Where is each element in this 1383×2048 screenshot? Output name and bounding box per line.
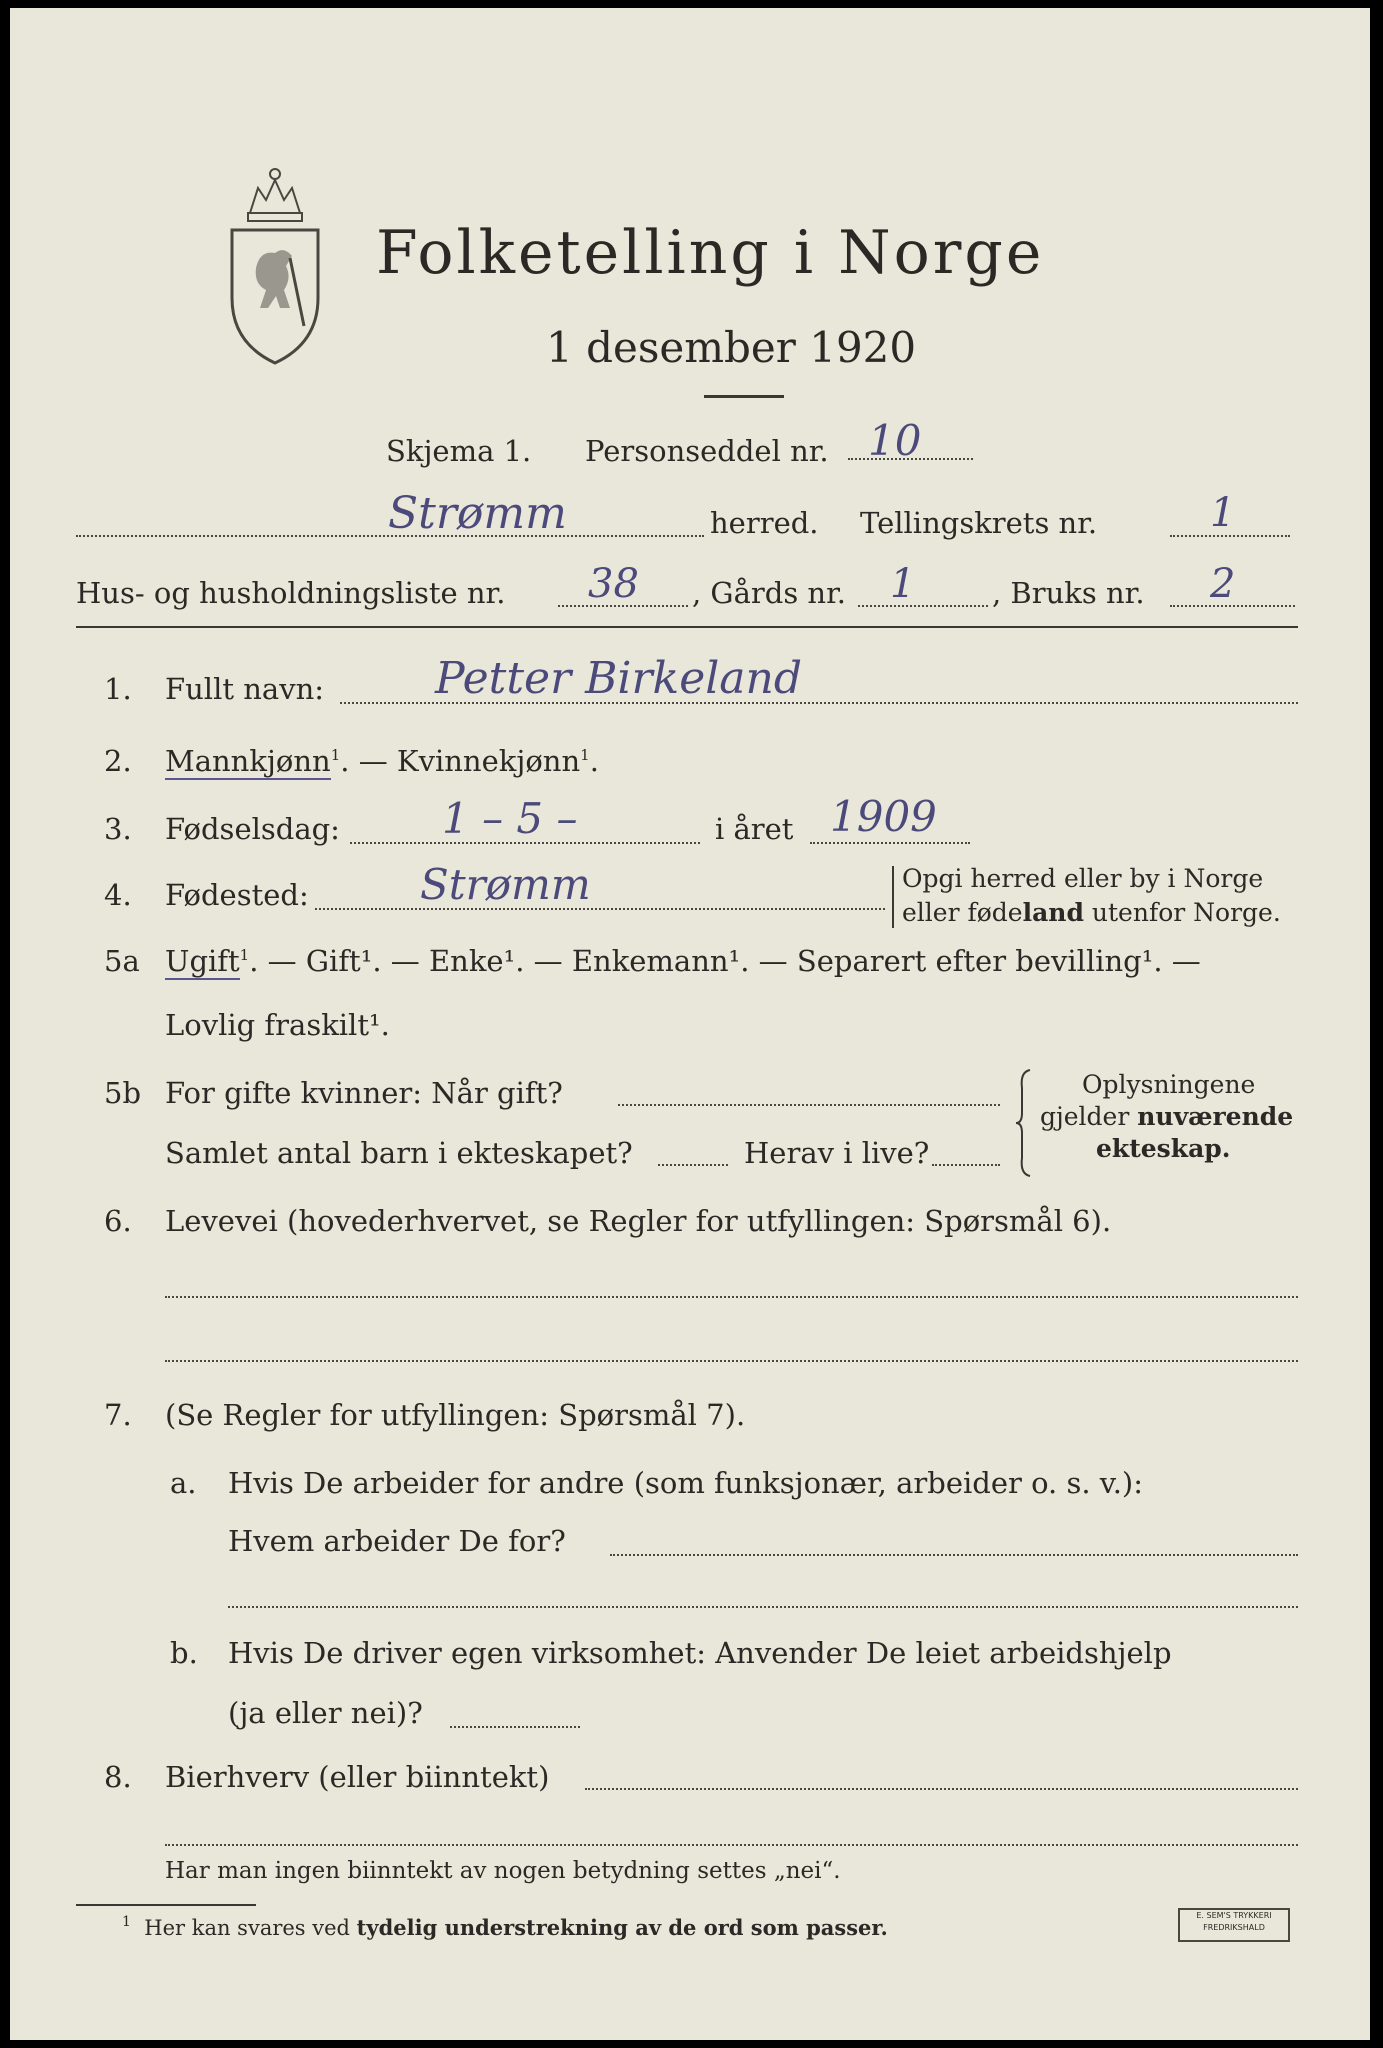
q5b-note-1: Oplysningene [1082, 1070, 1256, 1099]
gards-label: , Gårds nr. [692, 576, 846, 610]
husliste-label: Hus- og husholdningsliste nr. [76, 576, 506, 610]
q7b-answer-line [450, 1726, 580, 1728]
q1-number: 1. [104, 672, 132, 706]
q8-label: Bierhverv (eller biinntekt) [165, 1760, 550, 1794]
q4-note-1: Opgi herred eller by i Norge [902, 864, 1264, 893]
footnote: $^1$ Her kan svares ved tydelig understrekning av de ord som passer. [122, 1914, 888, 1940]
husliste-value: 38 [588, 561, 639, 607]
gards-line [858, 605, 988, 607]
option-kvinnekjonn: Kvinnekjønn [396, 744, 581, 778]
tellingskrets-label: Tellingskrets nr. [860, 506, 1098, 540]
q7a-number: a. [170, 1466, 197, 1500]
q4-label: Fødested: [165, 878, 309, 912]
q3-number: 3. [104, 812, 132, 846]
q5a-options: Ugift$^1$. — Gift¹. — Enke¹. — Enkemann¹. — Separert efter bevilling¹. — [165, 944, 1201, 978]
title-divider [704, 395, 784, 398]
q7a-answer-line-2 [228, 1606, 1298, 1608]
q6-line-2 [165, 1360, 1298, 1362]
tellingskrets-value: 1 [1210, 490, 1236, 536]
footnote-mark: 1 [122, 1914, 131, 1930]
q5a-line2: Lovlig fraskilt¹. [165, 1008, 390, 1042]
coat-of-arms-emblem [220, 158, 330, 368]
q1-label: Fullt navn: [165, 672, 325, 706]
q7b-number: b. [170, 1636, 198, 1670]
census-date: 1 desember 1920 [546, 323, 917, 372]
q4-number: 4. [104, 878, 132, 912]
q7-label: (Se Regler for utfyllingen: Spørsmål 7). [165, 1398, 746, 1432]
q7-number: 7. [104, 1398, 132, 1432]
q3-year-label: i året [715, 812, 794, 846]
printer-stamp: E. SEM'S TRYKKERI FREDRIKSHALD [1178, 1908, 1290, 1942]
q6-label: Levevei (hovederhvervet, se Regler for utfyllingen: Spørsmål 6). [165, 1204, 1112, 1238]
q5b-when-married: For gifte kvinner: Når gift? [165, 1076, 563, 1110]
q7a-line1: Hvis De arbeider for andre (som funksjonær, arbeider o. s. v.): [228, 1466, 1144, 1500]
q7b-line2: (ja eller nei)? [228, 1696, 423, 1730]
q7a-answer-line-1 [610, 1554, 1298, 1556]
q5b-children-line [658, 1164, 728, 1166]
personseddel-value: 10 [868, 416, 922, 465]
q7b-line1: Hvis De driver egen virksomhet: Anvender De leiet arbeidshjelp [228, 1636, 1172, 1670]
option-ugift: Ugift [165, 944, 240, 978]
q7a-line2: Hvem arbeider De for? [228, 1524, 566, 1558]
q8-number: 8. [104, 1760, 132, 1794]
q4-value: Strømm [420, 860, 591, 909]
q4-brace [892, 866, 894, 928]
personseddel-label: Personseddel nr. [585, 434, 829, 468]
gards-value: 1 [890, 561, 916, 607]
header-rule [76, 626, 1298, 628]
q5b-children: Samlet antal barn i ekteskapet? [165, 1136, 633, 1170]
q2-number: 2. [104, 744, 132, 778]
q4-note-2: eller fødeland utenfor Norge. [902, 898, 1281, 927]
q3-year-line [810, 842, 970, 844]
q3-value: 1 – 5 – [442, 794, 578, 843]
herred-label: herred. [710, 506, 819, 540]
q1-value: Petter Birkeland [435, 653, 803, 704]
footnote-rule [76, 1904, 256, 1906]
q6-number: 6. [104, 1204, 132, 1238]
q5b-number: 5b [104, 1076, 142, 1110]
herred-value: Strømm [388, 488, 567, 539]
q8-line-2 [165, 1844, 1298, 1846]
bruks-label: , Bruks nr. [992, 576, 1145, 610]
q5b-note-2: gjelder nuværende [1040, 1102, 1294, 1131]
q5b-note-3: ekteskap. [1096, 1134, 1231, 1163]
q5a-number: 5a [104, 944, 140, 978]
q5b-brace [1014, 1068, 1034, 1178]
q3-year-value: 1909 [830, 792, 937, 841]
q5b-alive: Herav i live? [744, 1136, 930, 1170]
q6-line-1 [165, 1296, 1298, 1298]
form-title: Folketelling i Norge [376, 218, 1045, 288]
q8-note: Har man ingen biinntekt av nogen betydning settes „nei“. [165, 1858, 841, 1884]
q4-line [315, 908, 885, 910]
q3-label: Fødselsdag: [165, 812, 340, 846]
q5b-alive-line [932, 1164, 1000, 1166]
q5b-when-line [618, 1104, 1000, 1106]
q2-options: Mannkjønn$^1$. — Kvinnekjønn$^1$. [165, 744, 599, 778]
census-form [10, 8, 1370, 2040]
option-mannkjonn: Mannkjønn [165, 744, 331, 778]
schema-label: Skjema 1. [386, 434, 532, 468]
q8-line-1 [585, 1788, 1298, 1790]
bruks-value: 2 [1210, 561, 1236, 607]
